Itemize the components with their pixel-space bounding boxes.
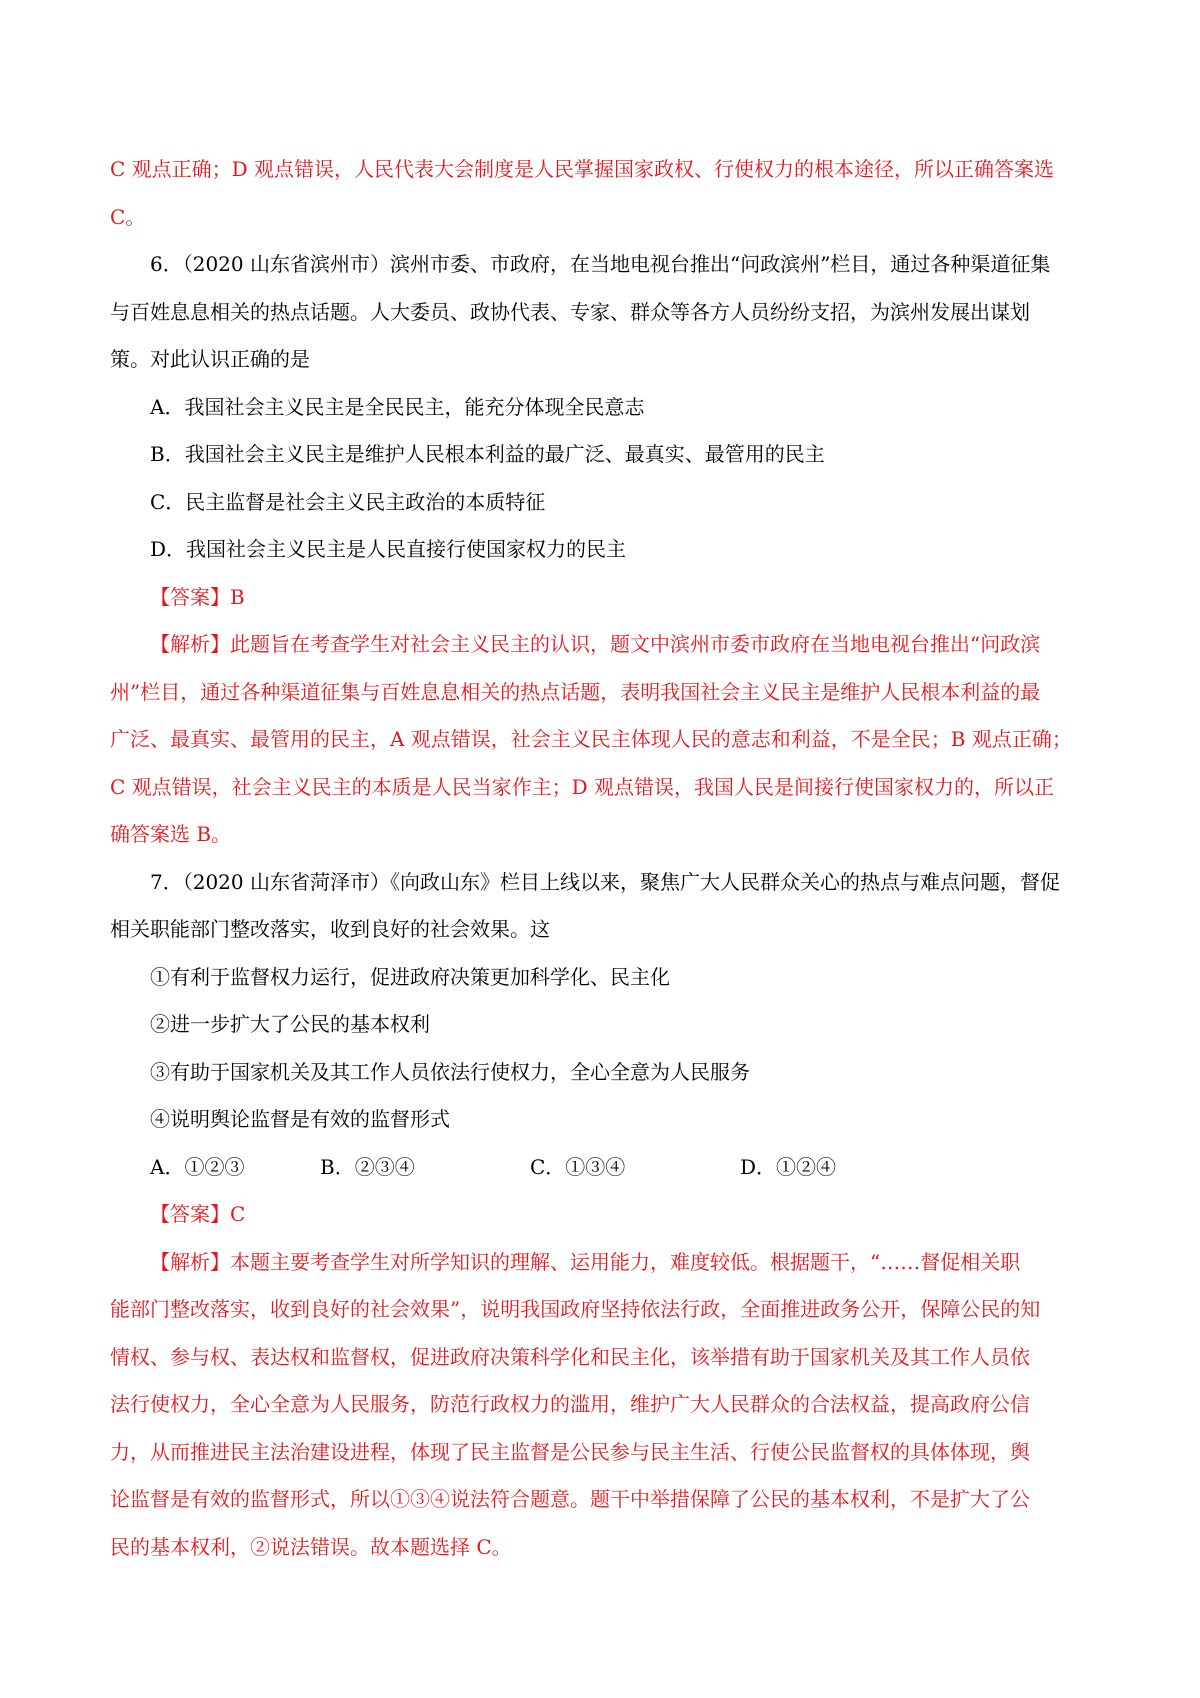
analysis-line: 【解析】本题主要考查学生对所学知识的理解、运用能力，难度较低。根据题干，“……督促相关职 bbox=[150, 1249, 1021, 1274]
statement-3: ③有助于国家机关及其工作人员依法行使权力，全心全意为人民服务 bbox=[150, 1059, 750, 1084]
previous-analysis bbox=[110, 146, 1100, 241]
answer-label: 【答案】B bbox=[150, 584, 245, 609]
analysis-line: 确答案选 B。 bbox=[110, 822, 232, 846]
analysis-line: 州”栏目，通过各种渠道征集与百姓息息相关的热点话题，表明我国社会主义民主是维护人民根本利益的最 bbox=[110, 679, 1041, 704]
choice-row bbox=[110, 1144, 1100, 1192]
choice-d: D．①②④ bbox=[740, 1154, 837, 1179]
analysis-line: 法行使权力，全心全意为人民服务，防范行政权力的滥用，维护广大人民群众的合法权益，提高政府公信 bbox=[110, 1392, 1030, 1416]
option-a: A．我国社会主义民主是全民民主，能充分体现全民意志 bbox=[150, 394, 645, 419]
analysis-line: C 观点正确；D 观点错误，人民代表大会制度是人民掌握国家政权、行使权力的根本途径，所以正确答案选 bbox=[110, 157, 1055, 181]
question-stem-line: 6．（2020 山东省滨州市）滨州市委、市政府，在当地电视台推出“问政滨州”栏目，通过各种渠道征集 bbox=[150, 252, 1051, 276]
option-d: D．我国社会主义民主是人民直接行使国家权力的民主 bbox=[150, 537, 627, 561]
question-stem-line: 7．（2020 山东省菏泽市）《向政山东》栏目上线以来，聚焦广大人民群众关心的热点与难点问题，督促 bbox=[150, 869, 1060, 894]
analysis-line: 民的基本权利，②说法错误。故本题选择 C。 bbox=[110, 1534, 512, 1559]
statement-1: ①有利于监督权力运行，促进政府决策更加科学化、民主化 bbox=[150, 964, 670, 989]
analysis-line: 【解析】此题旨在考查学生对社会主义民主的认识，题文中滨州市委市政府在当地电视台推出“问政滨 bbox=[150, 632, 1041, 656]
statement-4: ④说明舆论监督是有效的监督形式 bbox=[150, 1107, 450, 1131]
document-page bbox=[110, 146, 1100, 1571]
analysis-line: 广泛、最真实、最管用的民主，A 观点错误，社会主义民主体现人民的意志和利益，不是全民；B 观点正确； bbox=[110, 727, 1072, 751]
question-stem-line: 与百姓息息相关的热点话题。人大委员、政协代表、专家、群众等各方人员纷纷支招，为滨州发展出谋划 bbox=[110, 299, 1030, 324]
question-stem-line: 策。对此认识正确的是 bbox=[110, 347, 310, 371]
statement-2: ②进一步扩大了公民的基本权利 bbox=[150, 1012, 430, 1036]
analysis-line: C。 bbox=[110, 204, 146, 229]
analysis-line: 论监督是有效的监督形式，所以①③④说法符合题意。题干中举措保障了公民的基本权利，不是扩大了公 bbox=[110, 1487, 1030, 1511]
analysis-line: 能部门整改落实，收到良好的社会效果”，说明我国政府坚持依法行政，全面推进政务公开，保障公民的知 bbox=[110, 1297, 1041, 1321]
answer-label: 【答案】C bbox=[150, 1202, 246, 1226]
option-b: B．我国社会主义民主是维护人民根本利益的最广泛、最真实、最管用的民主 bbox=[150, 442, 825, 466]
question-7 bbox=[110, 859, 1100, 1572]
analysis-line: 力，从而推进民主法治建设进程，体现了民主监督是公民参与民主生活、行使公民监督权的具体体现，舆 bbox=[110, 1439, 1030, 1464]
analysis-line: C 观点错误，社会主义民主的本质是人民当家作主；D 观点错误，我国人民是间接行使国家权力的，所以正 bbox=[110, 774, 1055, 799]
choice-b: B．②③④ bbox=[320, 1154, 415, 1179]
analysis-line: 情权、参与权、表达权和监督权，促进政府决策科学化和民主化，该举措有助于国家机关及其工作人员依 bbox=[110, 1344, 1030, 1369]
option-c: C．民主监督是社会主义民主政治的本质特征 bbox=[150, 489, 546, 514]
choice-c: C．①③④ bbox=[530, 1154, 626, 1179]
question-6 bbox=[110, 241, 1100, 859]
question-stem-line: 相关职能部门整改落实，收到良好的社会效果。这 bbox=[110, 917, 550, 941]
choice-a: A．①②③ bbox=[150, 1154, 245, 1179]
